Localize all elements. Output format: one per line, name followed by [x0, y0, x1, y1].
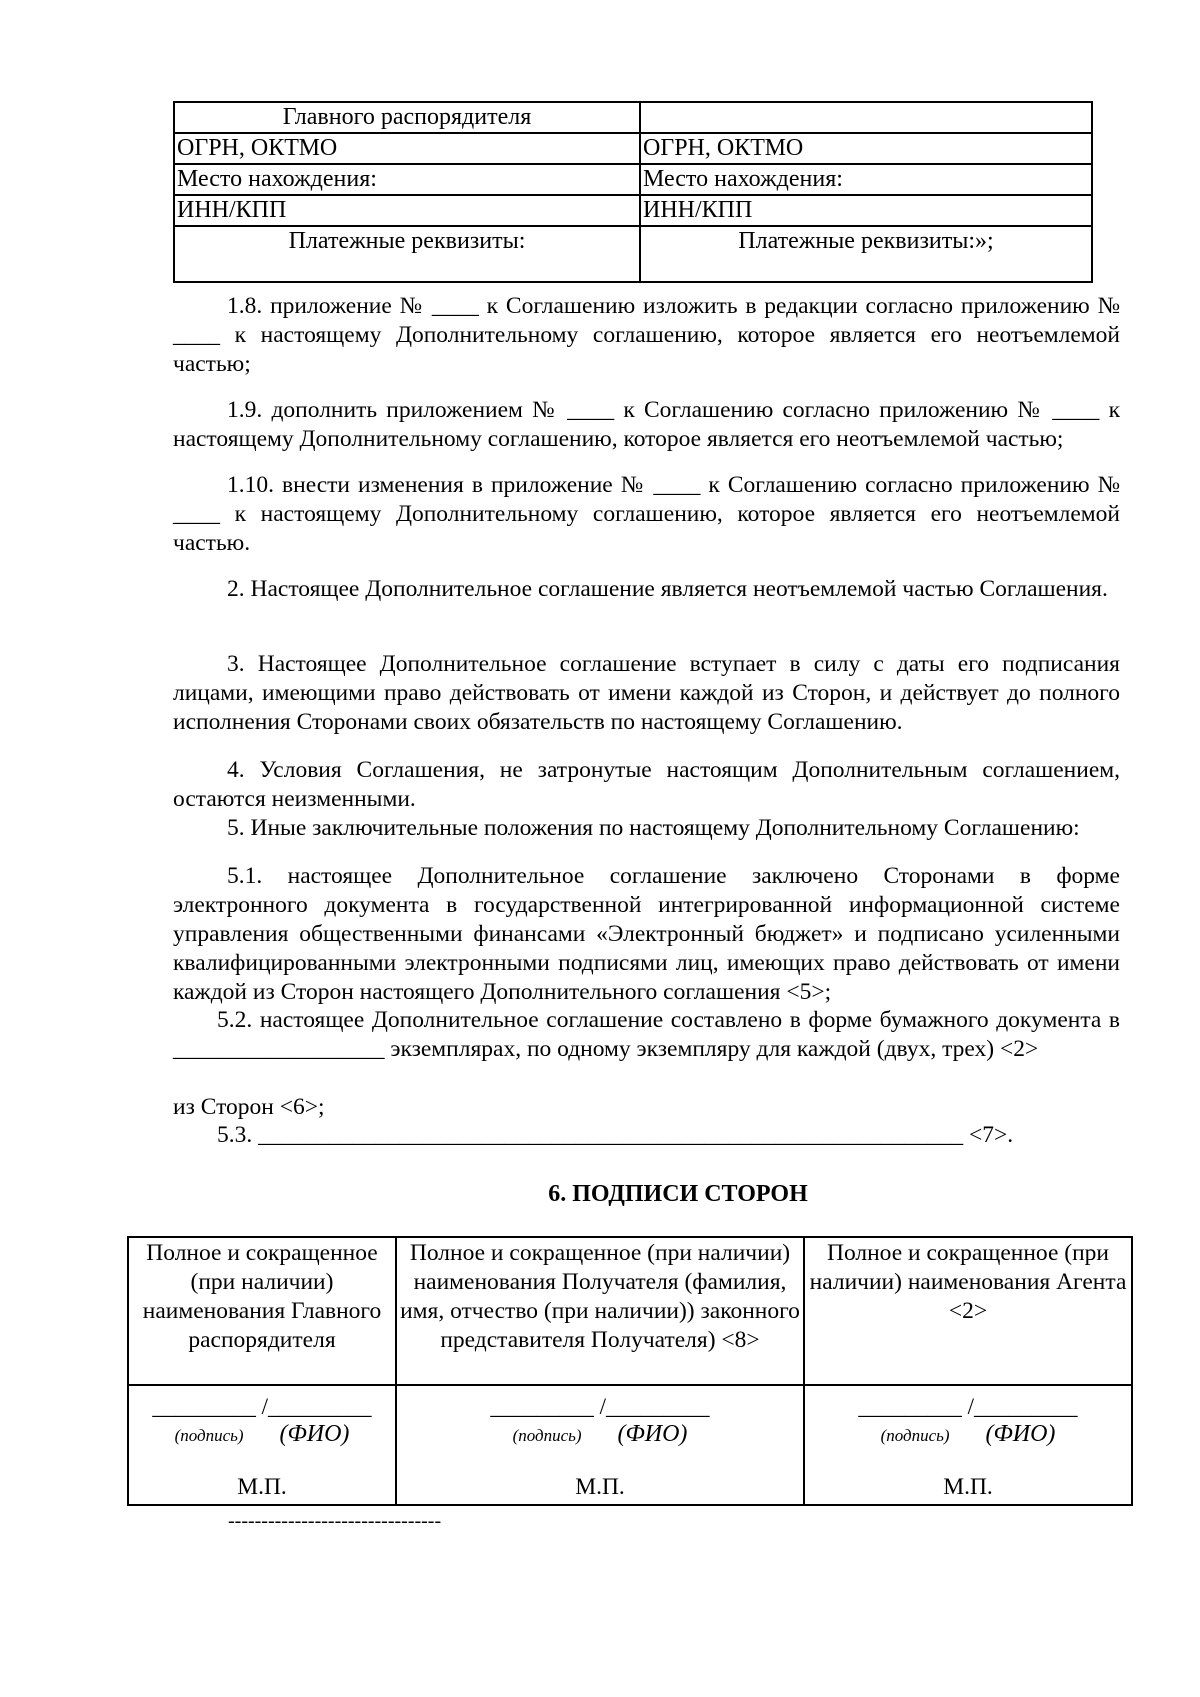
signature-cell — [128, 1385, 396, 1505]
signature-label: (подпись) — [174, 1426, 244, 1445]
party-name-cell: Полное и сокращенное (при наличии) наименования Получателя (фамилия, имя, отчество (при наличии)) законного представителя Получателя) <8> — [396, 1237, 804, 1385]
requisites-table — [173, 101, 1093, 283]
requisites-cell: ОГРН, ОКТМО — [174, 133, 640, 164]
requisites-row — [174, 164, 1092, 195]
signature-sublabels — [397, 1420, 803, 1450]
stamp-label: М.П. — [575, 1474, 625, 1500]
requisites-cell — [640, 102, 1092, 133]
paragraph-4: 4. Условия Соглашения, не затронутые настоящим Дополнительным соглашением, остаются неизменными. — [173, 757, 1120, 812]
paragraph-5-2-continued: из Сторон <6>; — [173, 1094, 325, 1120]
paragraph-5: 5. Иные заключительные положения по настоящему Дополнительному Соглашению: — [227, 815, 1080, 841]
requisites-cell: Место нахождения: — [174, 164, 640, 195]
signature-label: (подпись) — [512, 1426, 582, 1445]
requisites-cell: ИНН/КПП — [640, 195, 1092, 226]
signature-line: _________ /_________ — [858, 1394, 1078, 1419]
party-name-cell: Полное и сокращенное (при наличии) наименования Главного распорядителя — [128, 1237, 396, 1385]
signatures-sign-row — [128, 1385, 1132, 1505]
paragraph-5-2: 5.2. настоящее Дополнительное соглашение составлено в форме бумажного документа в __________________ экземплярах, по одному экземпляру для каждой (двух, трех) <2> — [173, 1007, 1120, 1062]
paragraph-1-9: 1.9. дополнить приложением № ____ к Соглашению согласно приложению № ____ к настоящему Дополнительному соглашению, которое является его неотъемлемой частью; — [173, 397, 1120, 452]
footnote-separator: -------------------------------- — [228, 1510, 442, 1532]
requisites-cell: Платежные реквизиты: — [174, 226, 640, 282]
paragraph-3: 3. Настоящее Дополнительное соглашение вступает в силу с даты его подписания лицами, имеющими право действовать от имени каждой из Сторон, и действует до полного исполнения Сторонами своих обязательств по настоящему Соглашению. — [173, 651, 1120, 735]
signature-line: _________ /_________ — [152, 1394, 372, 1419]
stamp-label: М.П. — [943, 1474, 993, 1500]
signature-line: _________ /_________ — [490, 1394, 710, 1419]
requisites-row — [174, 195, 1092, 226]
paragraph-1-10: 1.10. внести изменения в приложение № ____ к Соглашению согласно приложению № ____ к настоящему Дополнительному соглашению, которое является его неотъемлемой частью. — [173, 472, 1120, 556]
paragraph-2: 2. Настоящее Дополнительное соглашение является неотъемлемой частью Соглашения. — [227, 576, 1108, 602]
signature-label: (подпись) — [880, 1426, 950, 1445]
fio-label: (ФИО) — [617, 1421, 688, 1447]
requisites-cell: Главного распорядителя — [174, 102, 640, 133]
requisites-row — [174, 226, 1092, 282]
requisites-row — [174, 102, 1092, 133]
paragraph-1-8: 1.8. приложение № ____ к Соглашению изложить в редакции согласно приложению № ____ к настоящему Дополнительному соглашению, которое является его неотъемлемой частью; — [173, 293, 1120, 377]
signature-sublabels — [805, 1420, 1131, 1450]
requisites-row — [174, 133, 1092, 164]
signatures-heading: 6. ПОДПИСИ СТОРОН — [548, 1181, 808, 1207]
requisites-cell: Место нахождения: — [640, 164, 1092, 195]
paragraph-5-1: 5.1. настоящее Дополнительное соглашение заключено Сторонами в форме электронного документа в государственной интегрированной информационной системе управления общественными финансами «Электронный бюджет» и подписано усиленными квалифицированными электронными подписями лиц, имеющих право действовать от имени каждой из Сторон настоящего Дополнительного соглашения <5>; — [173, 863, 1120, 1005]
signature-cell — [396, 1385, 804, 1505]
party-name-cell: Полное и сокращенное (при наличии) наименования Агента <2> — [804, 1237, 1132, 1385]
fio-label: (ФИО) — [985, 1421, 1056, 1447]
requisites-cell: ИНН/КПП — [174, 195, 640, 226]
signatures-table — [127, 1236, 1133, 1506]
signature-sublabels — [129, 1420, 395, 1450]
requisites-cell: Платежные реквизиты:»; — [640, 226, 1092, 282]
fio-label: (ФИО) — [279, 1421, 350, 1447]
stamp-label: М.П. — [237, 1474, 287, 1500]
requisites-cell: ОГРН, ОКТМО — [640, 133, 1092, 164]
signatures-names-row — [128, 1237, 1132, 1385]
paragraph-5-3: 5.3. ____________________________________________________________ <7>. — [217, 1122, 1014, 1148]
signature-cell — [804, 1385, 1132, 1505]
